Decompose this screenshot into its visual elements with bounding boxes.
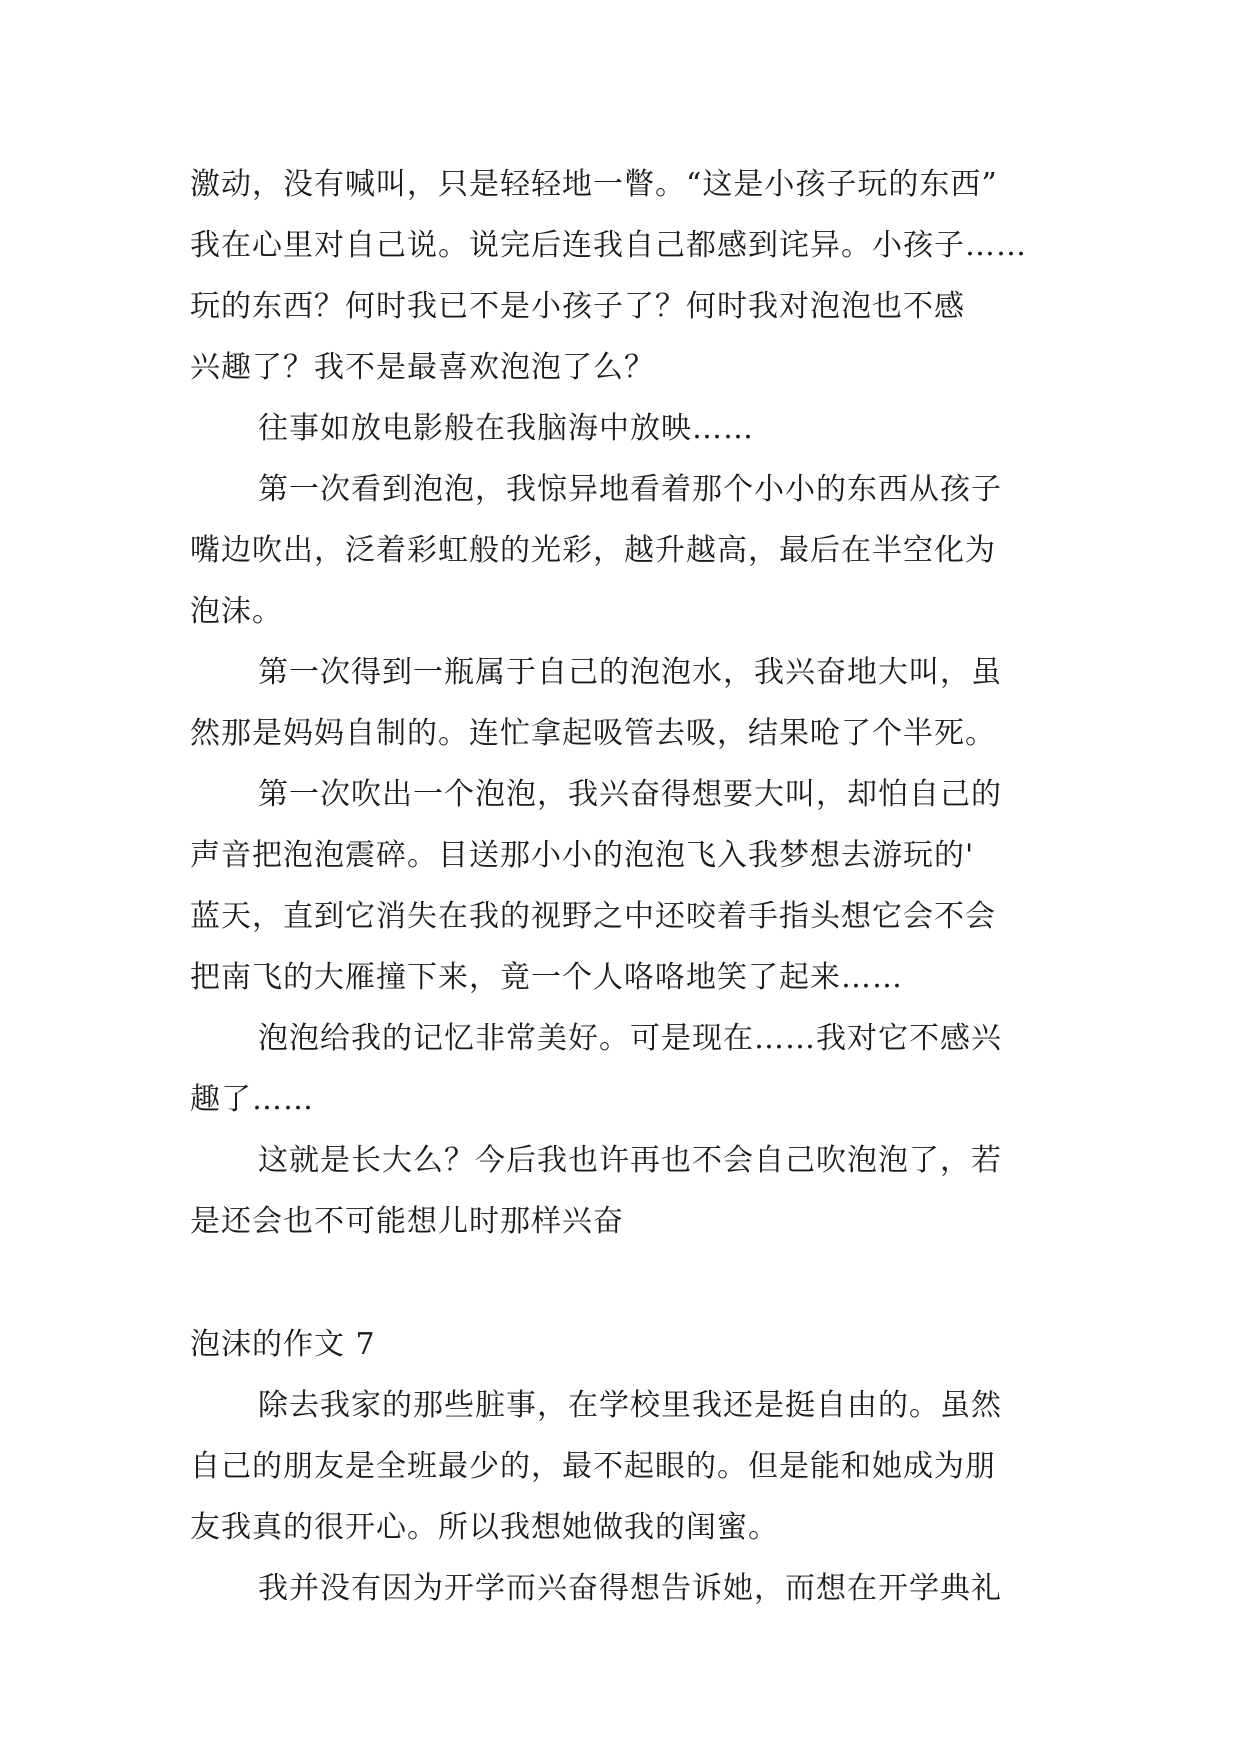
body-text-line: 嘴边吹出，泛着彩虹般的光彩，越升越高，最后在半空化为 — [190, 533, 996, 568]
body-text-line: 把南飞的大雁撞下来，竟一个人咯咯地笑了起来…… — [190, 960, 903, 995]
paragraph-start-line: 我并没有因为开学而兴奋得想告诉她，而想在开学典礼 — [258, 1571, 1002, 1606]
body-text-line: 泡沫。 — [190, 594, 283, 629]
body-text-line: 友我真的很开心。所以我想她做我的闺蜜。 — [190, 1510, 779, 1545]
paragraph-start-line: 往事如放电影般在我脑海中放映…… — [258, 411, 754, 446]
body-text-line: 蓝天，直到它消失在我的视野之中还咬着手指头想它会不会 — [190, 899, 996, 934]
body-text-line: 自己的朋友是全班最少的，最不起眼的。但是能和她成为朋 — [190, 1449, 996, 1484]
body-text-line: 然那是妈妈自制的。连忙拿起吸管去吸，结果呛了个半死。 — [190, 716, 996, 751]
paragraph-start-line: 第一次得到一瓶属于自己的泡泡水，我兴奋地大叫，虽 — [258, 655, 1002, 690]
body-text-line: 是还会也不可能想儿时那样兴奋 — [190, 1204, 624, 1239]
body-text-line: 玩的东西？何时我已不是小孩子了？何时我对泡泡也不感 — [190, 289, 965, 324]
paragraph-start-line: 泡泡给我的记忆非常美好。可是现在……我对它不感兴 — [258, 1021, 1002, 1056]
paragraph-start-line: 这就是长大么？今后我也许再也不会自己吹泡泡了，若 — [258, 1143, 1002, 1178]
section-heading: 泡沫的作文 7 — [190, 1327, 376, 1362]
paragraph-start-line: 第一次吹出一个泡泡，我兴奋得想要大叫，却怕自己的 — [258, 777, 1002, 812]
paragraph-start-line: 除去我家的那些脏事，在学校里我还是挺自由的。虽然 — [258, 1388, 1002, 1423]
body-text-line: 趣了…… — [190, 1082, 314, 1117]
body-text-line: 声音把泡泡震碎。目送那小小的泡泡飞入我梦想去游玩的' — [190, 838, 975, 873]
body-text-line: 兴趣了？我不是最喜欢泡泡了么？ — [190, 350, 655, 385]
body-text-line: 我在心里对自己说。说完后连我自己都感到诧异。小孩子…… — [190, 228, 1027, 263]
paragraph-start-line: 第一次看到泡泡，我惊异地看着那个小小的东西从孩子 — [258, 472, 1002, 507]
body-text-line: 激动，没有喊叫，只是轻轻地一瞥。“这是小孩子玩的东西” — [190, 167, 998, 202]
